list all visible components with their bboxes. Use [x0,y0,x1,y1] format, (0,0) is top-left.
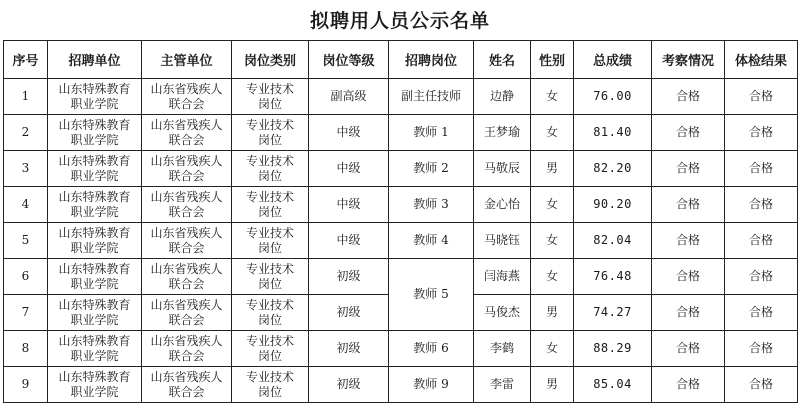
name-cell: 金心怡 [474,187,531,223]
medical-result-cell: 合格 [725,223,798,259]
gender-cell: 女 [531,331,574,367]
recruiting-unit-cell-line: 职业学院 [70,96,119,111]
recruiting-post-cell: 教师 2 [389,151,474,187]
post-category-cell-line: 岗位 [257,276,282,291]
column-header: 姓名 [474,41,531,79]
name-cell: 马晓钰 [474,223,531,259]
gender-cell: 男 [531,295,574,331]
recruiting-unit-cell-line: 山东特殊教育 [58,369,131,384]
post-category-cell-line: 岗位 [257,348,282,363]
row-number-cell: 5 [4,223,48,259]
column-header: 体检结果 [725,41,798,79]
post-category-cell-line: 专业技术 [245,297,294,312]
post-category-cell [232,295,309,331]
post-level-cell: 中级 [309,187,389,223]
supervising-unit-cell-line: 联合会 [168,348,205,363]
post-category-cell-line: 专业技术 [245,225,294,240]
column-header: 招聘岗位 [389,41,474,79]
supervising-unit-cell-line: 山东省残疾人 [150,117,223,132]
supervising-unit-cell [142,187,232,223]
medical-result-cell: 合格 [725,259,798,295]
recruiting-unit-cell-line: 职业学院 [70,132,119,147]
supervising-unit-cell-line: 山东省残疾人 [150,369,223,384]
name-cell: 马俊杰 [474,295,531,331]
table-row [4,223,798,259]
recruiting-unit-cell-line: 山东特殊教育 [58,261,131,276]
supervising-unit-cell-line: 山东省残疾人 [150,297,223,312]
post-category-cell-line: 岗位 [257,312,282,327]
post-category-cell-line: 岗位 [257,384,282,399]
name-cell: 闫海燕 [474,259,531,295]
recruiting-post-cell: 教师 9 [389,367,474,403]
total-score-cell: 74.27 [574,295,652,331]
name-cell: 边静 [474,79,531,115]
supervising-unit-cell-line: 山东省残疾人 [150,333,223,348]
supervising-unit-cell [142,151,232,187]
table-row [4,187,798,223]
post-level-cell: 初级 [309,259,389,295]
supervising-unit-cell [142,331,232,367]
post-category-cell-line: 专业技术 [245,333,294,348]
post-category-cell [232,259,309,295]
gender-cell: 女 [531,187,574,223]
table-body [4,79,798,403]
post-category-cell [232,331,309,367]
post-category-cell [232,367,309,403]
recruiting-post-cell: 教师 1 [389,115,474,151]
review-result-cell: 合格 [652,115,725,151]
recruiting-unit-cell-line: 职业学院 [70,204,119,219]
recruiting-unit-cell-line: 职业学院 [70,240,119,255]
table-row [4,151,798,187]
row-number-cell: 6 [4,259,48,295]
total-score-cell: 82.04 [574,223,652,259]
recruiting-unit-cell-line: 山东特殊教育 [58,153,131,168]
post-level-cell: 中级 [309,115,389,151]
recruiting-post-cell: 副主任技师 [389,79,474,115]
recruiting-unit-cell-line: 职业学院 [70,276,119,291]
medical-result-cell: 合格 [725,79,798,115]
supervising-unit-cell-line: 山东省残疾人 [150,261,223,276]
post-category-cell [232,79,309,115]
supervising-unit-cell [142,367,232,403]
column-header: 岗位类别 [232,41,309,79]
post-level-cell: 初级 [309,331,389,367]
column-header: 性别 [531,41,574,79]
gender-cell: 男 [531,151,574,187]
supervising-unit-cell-line: 联合会 [168,168,205,183]
column-header: 总成绩 [574,41,652,79]
recruiting-post-cell: 教师 6 [389,331,474,367]
post-category-cell [232,187,309,223]
total-score-cell: 82.20 [574,151,652,187]
row-number-cell: 3 [4,151,48,187]
recruiting-unit-cell-line: 职业学院 [70,312,119,327]
gender-cell: 女 [531,79,574,115]
table-header-row [4,41,798,79]
recruiting-unit-cell-line: 职业学院 [70,168,119,183]
review-result-cell: 合格 [652,331,725,367]
row-number-cell: 1 [4,79,48,115]
recruiting-unit-cell [48,115,142,151]
table-row [4,79,798,115]
recruiting-unit-cell [48,331,142,367]
review-result-cell: 合格 [652,367,725,403]
candidate-table [3,40,798,403]
supervising-unit-cell-line: 联合会 [168,132,205,147]
medical-result-cell: 合格 [725,115,798,151]
supervising-unit-cell-line: 联合会 [168,312,205,327]
post-category-cell-line: 专业技术 [245,117,294,132]
recruiting-unit-cell [48,259,142,295]
column-header: 考察情况 [652,41,725,79]
total-score-cell: 76.48 [574,259,652,295]
name-cell: 李雷 [474,367,531,403]
supervising-unit-cell [142,79,232,115]
review-result-cell: 合格 [652,151,725,187]
recruiting-unit-cell-line: 山东特殊教育 [58,297,131,312]
recruiting-unit-cell [48,223,142,259]
total-score-cell: 90.20 [574,187,652,223]
review-result-cell: 合格 [652,295,725,331]
table-row [4,367,798,403]
supervising-unit-cell-line: 山东省残疾人 [150,153,223,168]
post-category-cell-line: 专业技术 [245,81,294,96]
post-category-cell-line: 岗位 [257,132,282,147]
post-category-cell-line: 岗位 [257,96,282,111]
gender-cell: 男 [531,367,574,403]
name-cell: 李鹤 [474,331,531,367]
recruiting-unit-cell-line: 山东特殊教育 [58,189,131,204]
review-result-cell: 合格 [652,79,725,115]
recruiting-unit-cell [48,187,142,223]
supervising-unit-cell-line: 联合会 [168,240,205,255]
name-cell: 王梦瑜 [474,115,531,151]
table-row [4,115,798,151]
supervising-unit-cell-line: 山东省残疾人 [150,225,223,240]
post-category-cell-line: 专业技术 [245,153,294,168]
supervising-unit-cell-line: 联合会 [168,96,205,111]
post-category-cell-line: 专业技术 [245,261,294,276]
recruiting-unit-cell-line: 山东特殊教育 [58,225,131,240]
supervising-unit-cell [142,223,232,259]
post-level-cell: 中级 [309,223,389,259]
review-result-cell: 合格 [652,223,725,259]
post-level-cell: 初级 [309,295,389,331]
medical-result-cell: 合格 [725,331,798,367]
total-score-cell: 88.29 [574,331,652,367]
table-row [4,259,798,295]
gender-cell: 女 [531,259,574,295]
column-header: 序号 [4,41,48,79]
row-number-cell: 8 [4,331,48,367]
gender-cell: 女 [531,223,574,259]
review-result-cell: 合格 [652,259,725,295]
recruiting-unit-cell-line: 山东特殊教育 [58,117,131,132]
row-number-cell: 4 [4,187,48,223]
medical-result-cell: 合格 [725,187,798,223]
supervising-unit-cell-line: 联合会 [168,204,205,219]
supervising-unit-cell [142,115,232,151]
recruiting-unit-cell [48,367,142,403]
recruiting-post-cell: 教师 5 [389,259,474,331]
column-header: 主管单位 [142,41,232,79]
medical-result-cell: 合格 [725,151,798,187]
recruiting-unit-cell-line: 山东特殊教育 [58,81,131,96]
supervising-unit-cell [142,259,232,295]
row-number-cell: 7 [4,295,48,331]
supervising-unit-cell-line: 山东省残疾人 [150,81,223,96]
column-header: 招聘单位 [48,41,142,79]
medical-result-cell: 合格 [725,367,798,403]
total-score-cell: 76.00 [574,79,652,115]
post-category-cell [232,115,309,151]
page-title: 拟聘用人员公示名单 [309,10,490,32]
post-category-cell-line: 专业技术 [245,369,294,384]
table-row [4,331,798,367]
recruiting-unit-cell-line: 山东特殊教育 [58,333,131,348]
post-level-cell: 副高级 [309,79,389,115]
recruiting-unit-cell [48,79,142,115]
supervising-unit-cell-line: 联合会 [168,276,205,291]
medical-result-cell: 合格 [725,295,798,331]
post-category-cell [232,223,309,259]
post-category-cell-line: 岗位 [257,168,282,183]
post-category-cell-line: 专业技术 [245,189,294,204]
row-number-cell: 2 [4,115,48,151]
recruiting-unit-cell-line: 职业学院 [70,384,119,399]
total-score-cell: 85.04 [574,367,652,403]
column-header: 岗位等级 [309,41,389,79]
supervising-unit-cell [142,295,232,331]
name-cell: 马敬辰 [474,151,531,187]
recruiting-post-cell: 教师 3 [389,187,474,223]
total-score-cell: 81.40 [574,115,652,151]
gender-cell: 女 [531,115,574,151]
recruiting-unit-cell [48,151,142,187]
post-category-cell [232,151,309,187]
recruiting-unit-cell-line: 职业学院 [70,348,119,363]
post-category-cell-line: 岗位 [257,204,282,219]
post-level-cell: 中级 [309,151,389,187]
row-number-cell: 9 [4,367,48,403]
supervising-unit-cell-line: 山东省残疾人 [150,189,223,204]
review-result-cell: 合格 [652,187,725,223]
supervising-unit-cell-line: 联合会 [168,384,205,399]
recruiting-post-cell: 教师 4 [389,223,474,259]
post-level-cell: 初级 [309,367,389,403]
recruiting-unit-cell [48,295,142,331]
post-category-cell-line: 岗位 [257,240,282,255]
